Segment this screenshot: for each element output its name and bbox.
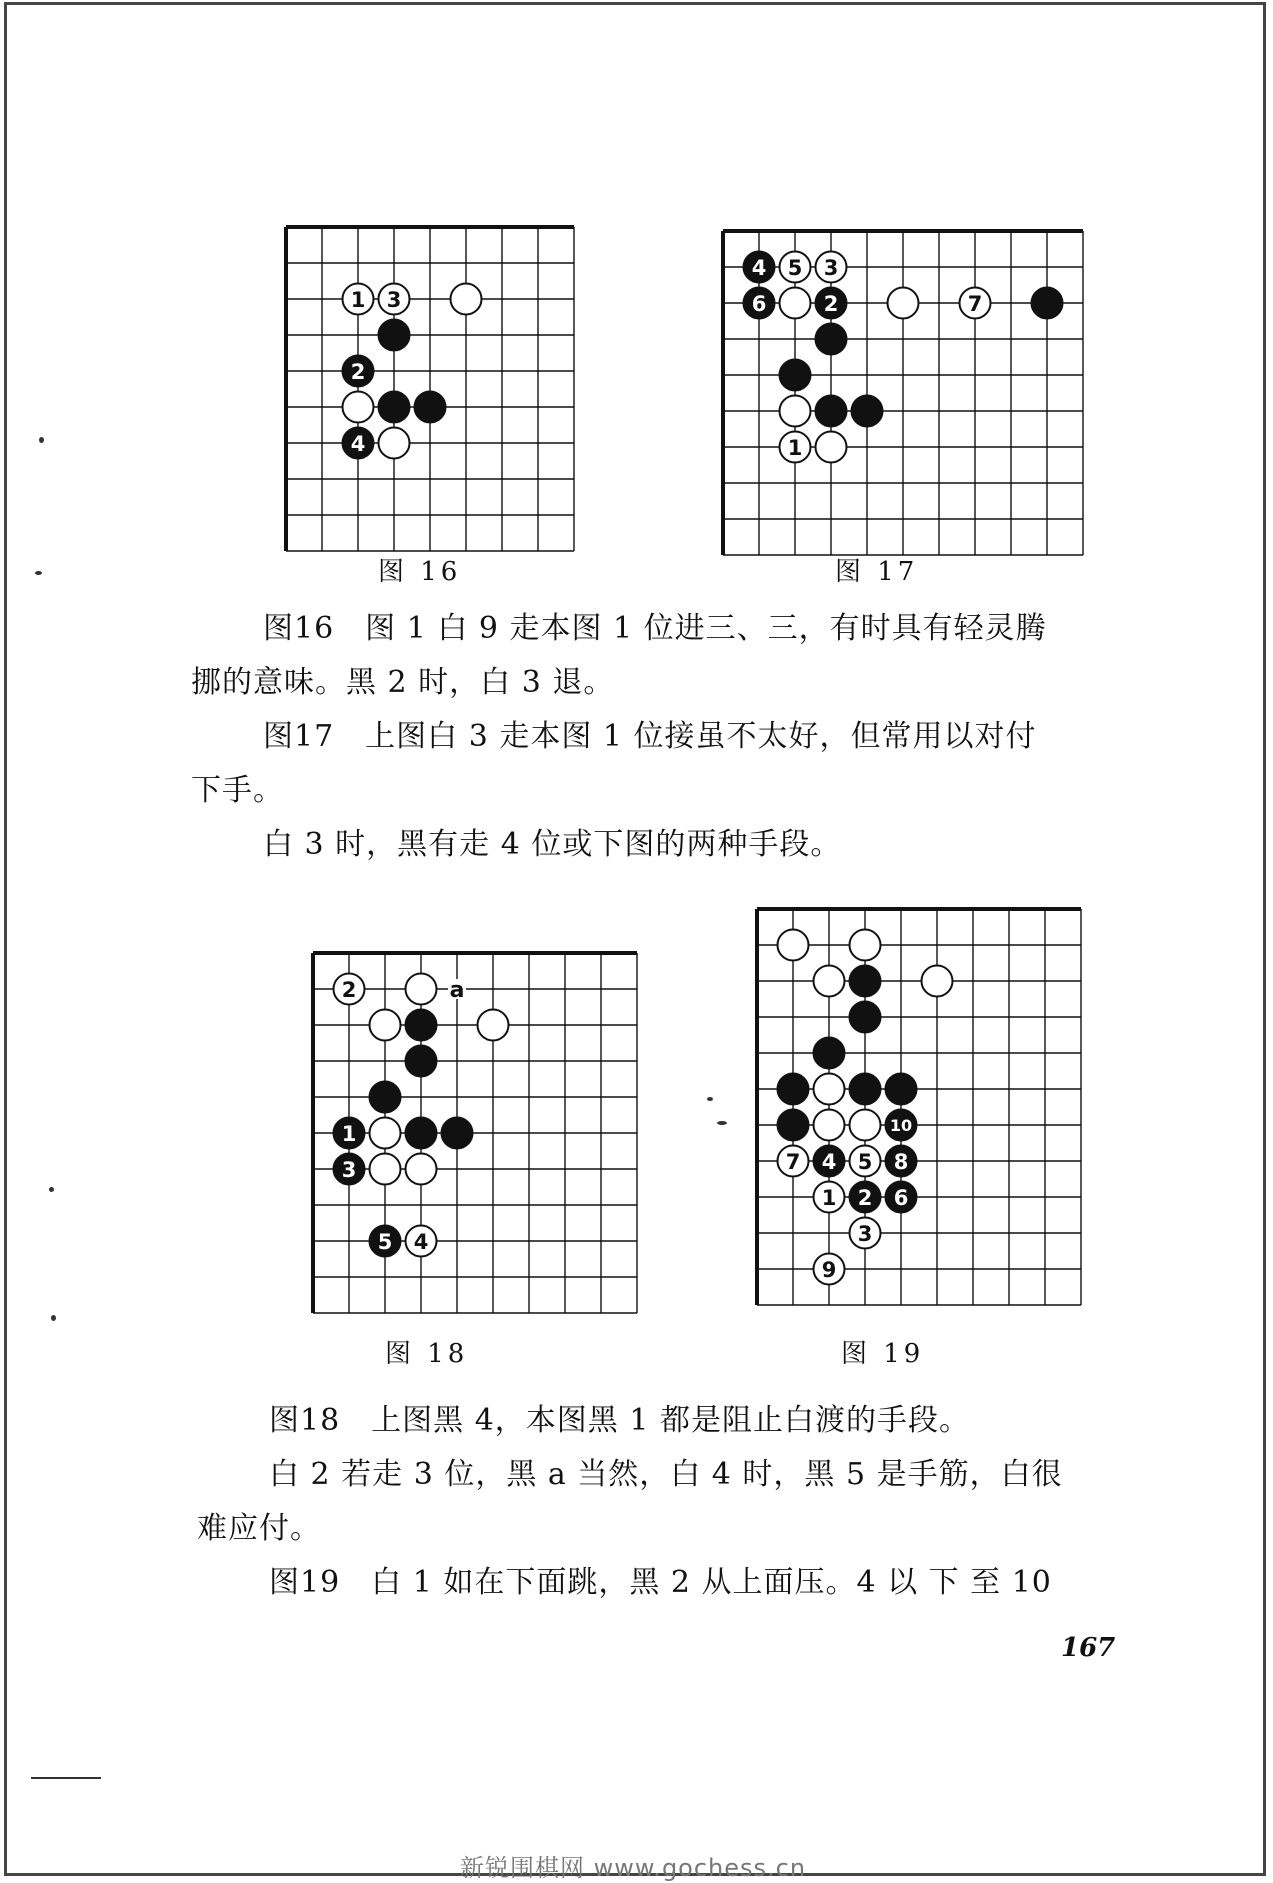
stone-move-number: 1 (341, 1122, 357, 1146)
go-diagram-fig17 (719, 227, 1095, 547)
stone-move-number: 1 (350, 288, 366, 312)
black-stone (442, 1118, 473, 1149)
stone-move-number: 5 (787, 256, 803, 280)
paragraph-fig16-line1: 图16 图 1 白 9 走本图 1 位进三、三，有时具有轻灵腾 (263, 611, 1047, 646)
paragraph-fig18-line1: 图18 上图黑 4，本图黑 1 都是阻止白渡的手段。 (269, 1403, 970, 1438)
black-stone (406, 1046, 437, 1077)
black-stone (415, 392, 446, 423)
white-stone (451, 284, 482, 315)
site-watermark: 新锐围棋网 www.gochess.cn (460, 1854, 807, 1882)
board-fig18 (309, 949, 629, 1295)
stone-move-number: 3 (823, 256, 839, 280)
white-stone (814, 1074, 845, 1105)
black-stone (850, 966, 881, 997)
black-stone (780, 360, 811, 391)
black-stone (814, 1038, 845, 1069)
stone-move-number: 2 (341, 978, 357, 1002)
stone-move-number: 4 (751, 256, 767, 280)
white-stone (370, 1010, 401, 1041)
white-stone (478, 1010, 509, 1041)
black-stone (850, 1002, 881, 1033)
paragraph-white2-line2: 难应付。 (197, 1511, 321, 1546)
black-stone (816, 324, 847, 355)
board-fig17 (719, 227, 1095, 547)
caption-fig18: 图 18 (385, 1339, 469, 1369)
stone-move-number: 2 (823, 292, 839, 316)
stone-move-number: 3 (386, 288, 402, 312)
white-stone (379, 428, 410, 459)
white-stone (780, 288, 811, 319)
white-stone (370, 1154, 401, 1185)
white-stone (778, 930, 809, 961)
book-page (4, 2, 1266, 1876)
white-stone (370, 1118, 401, 1149)
scan-speck (39, 437, 44, 443)
paragraph-fig17-line2: 下手。 (191, 773, 284, 808)
black-stone (406, 1118, 437, 1149)
scan-speck (35, 571, 42, 575)
white-stone (814, 1110, 845, 1141)
paragraph-white3: 白 3 时，黑有走 4 位或下图的两种手段。 (263, 827, 842, 862)
black-stone (370, 1082, 401, 1113)
paragraph-white2-line1: 白 2 若走 3 位，黑 a 当然，白 4 时，黑 5 是手筋，白很 (269, 1457, 1063, 1492)
paragraph-fig19-line1: 图19 白 1 如在下面跳，黑 2 从上面压。4 以 下 至 10 (269, 1565, 1052, 1600)
stone-move-number: 1 (821, 1186, 837, 1210)
white-stone (922, 966, 953, 997)
board-fig16 (282, 223, 572, 543)
stone-move-number: 7 (785, 1150, 801, 1174)
page-number: 167 (1061, 1633, 1116, 1663)
stone-move-number: 4 (350, 432, 366, 456)
black-stone (886, 1074, 917, 1105)
black-stone (379, 320, 410, 351)
stone-move-number: 7 (967, 292, 983, 316)
stone-move-number: 6 (751, 292, 767, 316)
board-fig19 (753, 905, 1079, 1315)
go-diagram-fig16 (282, 223, 572, 543)
stone-move-number: 5 (377, 1230, 393, 1254)
white-stone (406, 1154, 437, 1185)
black-stone (850, 1074, 881, 1105)
stone-move-number: 2 (857, 1186, 873, 1210)
white-stone (814, 966, 845, 997)
stone-move-number: 9 (821, 1258, 837, 1282)
stone-move-number: 1 (787, 436, 803, 460)
scan-line (31, 1777, 101, 1779)
white-stone (850, 930, 881, 961)
white-stone (343, 392, 374, 423)
black-stone (816, 396, 847, 427)
stone-move-number: 2 (350, 360, 366, 384)
black-stone (406, 1010, 437, 1041)
black-stone (778, 1110, 809, 1141)
scan-speck (717, 1121, 727, 1125)
caption-fig17: 图 17 (835, 557, 919, 587)
black-stone (379, 392, 410, 423)
stone-move-number: 3 (857, 1222, 873, 1246)
white-stone (850, 1110, 881, 1141)
black-stone (1032, 288, 1063, 319)
caption-fig16: 图 16 (378, 557, 462, 587)
paragraph-fig17-line1: 图17 上图白 3 走本图 1 位接虽不太好，但常用以对付 (263, 719, 1037, 754)
white-stone (816, 432, 847, 463)
go-diagram-fig18 (309, 949, 629, 1295)
white-stone (780, 396, 811, 427)
point-mark-label: a (449, 978, 465, 1003)
black-stone (852, 396, 883, 427)
go-diagram-fig19 (753, 905, 1079, 1315)
caption-fig19: 图 19 (841, 1339, 925, 1369)
scan-speck (49, 1187, 54, 1192)
scan-speck (51, 1315, 56, 1321)
scan-speck (707, 1097, 713, 1101)
black-stone (778, 1074, 809, 1105)
stone-move-number: 4 (821, 1150, 837, 1174)
white-stone (888, 288, 919, 319)
stone-move-number: 4 (413, 1230, 429, 1254)
stone-move-number: 5 (857, 1150, 873, 1174)
paragraph-fig16-line2: 挪的意味。黑 2 时，白 3 退。 (191, 665, 615, 700)
stone-move-number: 10 (889, 1116, 913, 1135)
stone-move-number: 8 (893, 1150, 909, 1174)
stone-move-number: 6 (893, 1186, 909, 1210)
white-stone (406, 974, 437, 1005)
stone-move-number: 3 (341, 1158, 357, 1182)
